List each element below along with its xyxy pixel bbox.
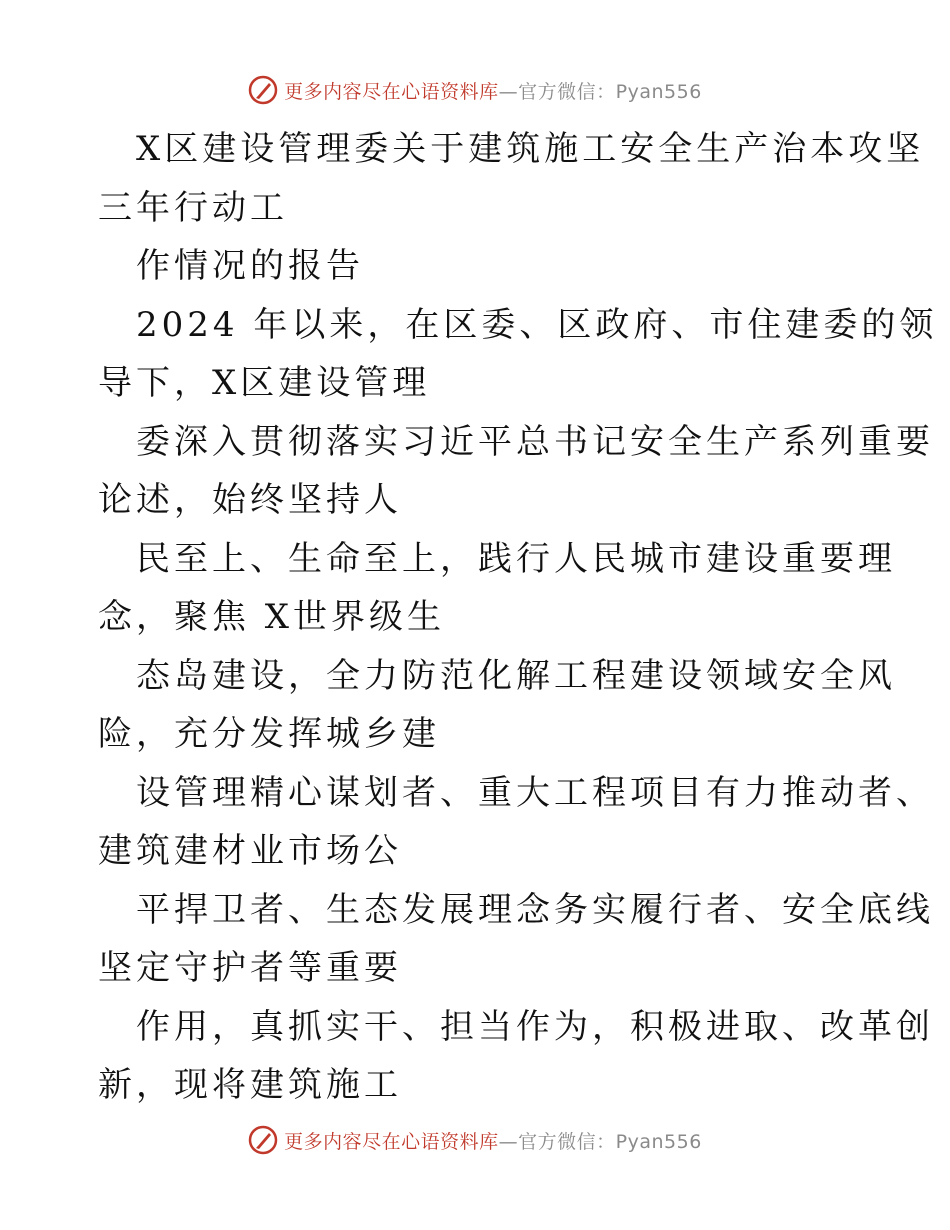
watermark-wechat-text: —官方微信：Pyan556 — [498, 80, 702, 103]
watermark-wechat-text: —官方微信：Pyan556 — [498, 1130, 702, 1153]
doc-line: 民至上、生命至上，践行人民城市建设重要理 — [136, 538, 896, 579]
doc-line: 论述，始终坚持人 — [98, 480, 402, 520]
doc-line: 险，充分发挥城乡建 — [98, 714, 440, 754]
quill-logo-icon — [248, 1125, 278, 1155]
doc-line: 平捍卫者、生态发展理念务实履行者、安全底线 — [136, 889, 934, 930]
doc-line: X区建设管理委关于建筑施工安全生产治本攻坚 — [136, 129, 925, 169]
doc-line: 2024 年以来，在区委、区政府、市住建委的领 — [136, 304, 938, 345]
watermark-main-text: 更多内容尽在心语资料库 — [284, 1130, 499, 1153]
footer-watermark — [0, 1120, 950, 1160]
doc-line: 新，现将建筑施工 — [98, 1065, 402, 1105]
doc-line: 念，聚焦 X世界级生 — [98, 597, 446, 637]
watermark-main-text: 更多内容尽在心语资料库 — [284, 80, 499, 103]
doc-line: 作用，真抓实干、担当作为，积极进取、改革创 — [136, 1006, 934, 1047]
header-watermark — [0, 70, 950, 110]
document-body — [98, 120, 938, 1115]
doc-line: 导下，X区建设管理 — [98, 363, 431, 403]
doc-line: 作情况的报告 — [136, 246, 364, 286]
quill-logo-icon — [248, 75, 278, 105]
doc-line: 建筑建材业市场公 — [98, 831, 402, 871]
doc-line: 坚定守护者等重要 — [98, 948, 402, 988]
doc-line: 态岛建设，全力防范化解工程建设领域安全风 — [136, 655, 896, 696]
doc-line: 委深入贯彻落实习近平总书记安全生产系列重要 — [136, 421, 934, 462]
doc-line: 设管理精心谋划者、重大工程项目有力推动者、 — [136, 772, 934, 813]
doc-line: 三年行动工 — [98, 187, 288, 228]
